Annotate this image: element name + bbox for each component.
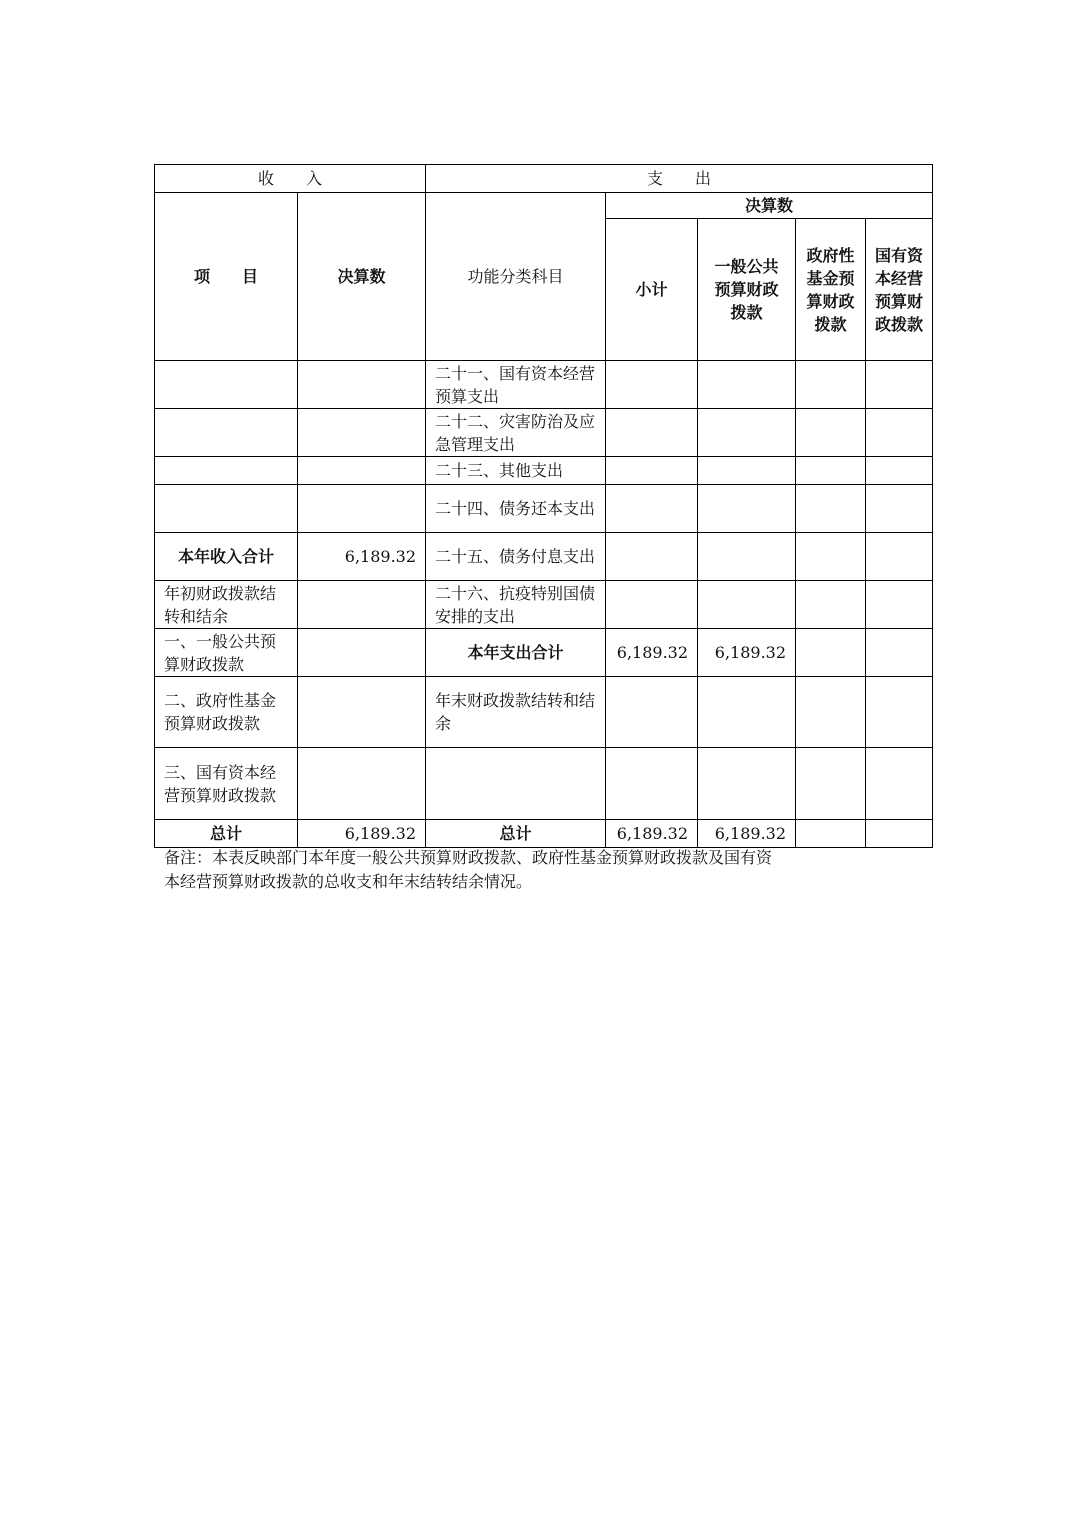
col-header-subtotal: 小计 xyxy=(606,219,698,361)
table-row xyxy=(155,748,933,820)
row-gov-fund xyxy=(796,409,866,457)
row-income xyxy=(298,677,426,748)
row-state-capital xyxy=(866,581,933,629)
row-subtotal xyxy=(606,361,698,409)
row-general xyxy=(698,748,796,820)
row-state-capital xyxy=(866,677,933,748)
table-row xyxy=(155,533,933,581)
row-gov-fund xyxy=(796,581,866,629)
row-gov-fund xyxy=(796,677,866,748)
row-function: 二十六、抗疫特别国债安排的支出 xyxy=(426,581,606,629)
row-subtotal xyxy=(606,485,698,533)
row-item: 本年收入合计 xyxy=(155,533,298,581)
header-row-top xyxy=(155,165,933,193)
expense-header: 支 出 xyxy=(426,165,933,193)
row-state-capital xyxy=(866,533,933,581)
row-item: 年初财政拨款结转和结余 xyxy=(155,581,298,629)
col-header-gov-fund: 政府性基金预算财政拨款 xyxy=(796,219,866,361)
col-header-expense-amount: 决算数 xyxy=(606,193,933,219)
table-row xyxy=(155,409,933,457)
row-function: 二十四、债务还本支出 xyxy=(426,485,606,533)
table-row xyxy=(155,457,933,485)
row-general xyxy=(698,533,796,581)
table-row xyxy=(155,581,933,629)
income-header: 收 入 xyxy=(155,165,426,193)
budget-table xyxy=(154,164,933,848)
row-function: 二十五、债务付息支出 xyxy=(426,533,606,581)
row-general: 6,189.32 xyxy=(698,820,796,848)
row-gov-fund xyxy=(796,485,866,533)
row-gov-fund xyxy=(796,361,866,409)
row-subtotal: 6,189.32 xyxy=(606,629,698,677)
row-subtotal: 6,189.32 xyxy=(606,820,698,848)
table-row xyxy=(155,629,933,677)
row-income xyxy=(298,581,426,629)
row-state-capital xyxy=(866,361,933,409)
row-general xyxy=(698,457,796,485)
row-item xyxy=(155,409,298,457)
row-function: 二十二、灾害防治及应急管理支出 xyxy=(426,409,606,457)
row-income: 6,189.32 xyxy=(298,533,426,581)
note-line-1: 备注：本表反映部门本年度一般公共预算财政拨款、政府性基金预算财政拨款及国有资 xyxy=(164,848,773,867)
row-gov-fund xyxy=(796,457,866,485)
row-gov-fund xyxy=(796,748,866,820)
row-function xyxy=(426,748,606,820)
row-item xyxy=(155,361,298,409)
row-item: 总计 xyxy=(155,820,298,848)
table-row-total xyxy=(155,820,933,848)
row-subtotal xyxy=(606,533,698,581)
row-income xyxy=(298,457,426,485)
row-gov-fund xyxy=(796,629,866,677)
row-function: 总计 xyxy=(426,820,606,848)
header-row-mid xyxy=(155,193,933,219)
row-subtotal xyxy=(606,748,698,820)
table-row xyxy=(155,361,933,409)
col-header-function: 功能分类科目 xyxy=(426,193,606,361)
row-state-capital xyxy=(866,409,933,457)
row-gov-fund xyxy=(796,820,866,848)
row-state-capital xyxy=(866,748,933,820)
row-general xyxy=(698,409,796,457)
row-item xyxy=(155,485,298,533)
row-general: 6,189.32 xyxy=(698,629,796,677)
table-row xyxy=(155,485,933,533)
row-income xyxy=(298,748,426,820)
row-item: 三、国有资本经营预算财政拨款 xyxy=(155,748,298,820)
row-item xyxy=(155,457,298,485)
row-income xyxy=(298,629,426,677)
row-income xyxy=(298,485,426,533)
row-state-capital xyxy=(866,820,933,848)
row-state-capital xyxy=(866,457,933,485)
table-note xyxy=(164,846,864,894)
table-row xyxy=(155,677,933,748)
row-subtotal xyxy=(606,581,698,629)
row-income xyxy=(298,409,426,457)
row-general xyxy=(698,581,796,629)
col-header-state-capital: 国有资本经营预算财政拨款 xyxy=(866,219,933,361)
col-header-income-amount: 决算数 xyxy=(298,193,426,361)
row-subtotal xyxy=(606,677,698,748)
row-general xyxy=(698,485,796,533)
row-state-capital xyxy=(866,629,933,677)
row-income: 6,189.32 xyxy=(298,820,426,848)
note-line-2: 本经营预算财政拨款的总收支和年末结转结余情况。 xyxy=(164,872,533,891)
row-gov-fund xyxy=(796,533,866,581)
row-state-capital xyxy=(866,485,933,533)
col-header-general: 一般公共预算财政拨款 xyxy=(698,219,796,361)
row-income xyxy=(298,361,426,409)
row-subtotal xyxy=(606,457,698,485)
row-function: 二十三、其他支出 xyxy=(426,457,606,485)
row-subtotal xyxy=(606,409,698,457)
row-general xyxy=(698,677,796,748)
row-function: 年末财政拨款结转和结余 xyxy=(426,677,606,748)
row-function: 本年支出合计 xyxy=(426,629,606,677)
row-item: 一、一般公共预算财政拨款 xyxy=(155,629,298,677)
row-general xyxy=(698,361,796,409)
row-function: 二十一、国有资本经营预算支出 xyxy=(426,361,606,409)
col-header-item: 项 目 xyxy=(155,193,298,361)
row-item: 二、政府性基金预算财政拨款 xyxy=(155,677,298,748)
